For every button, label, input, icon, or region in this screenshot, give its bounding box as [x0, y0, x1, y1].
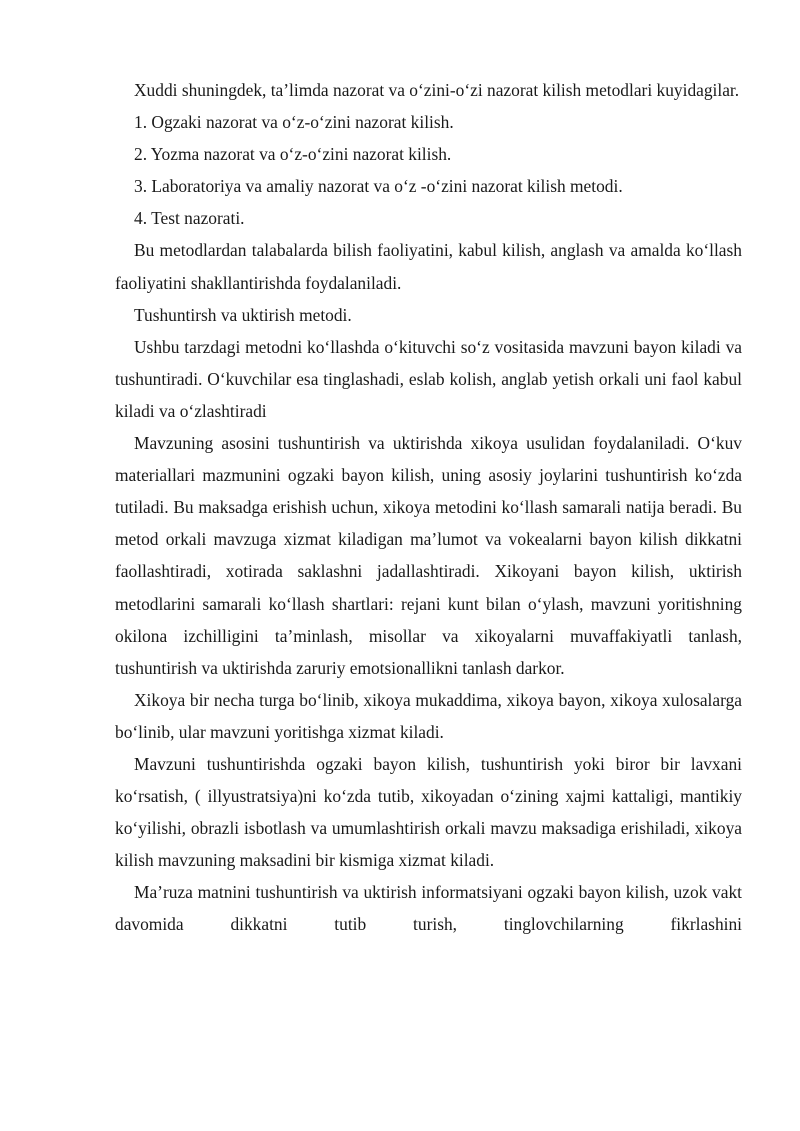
document-page	[115, 74, 742, 941]
list-item-laboratory-control: 3. Laboratoriya va amaliy nazorat va oʻz -oʻzini nazorat kilish metodi.	[134, 176, 623, 197]
section-heading-explanation-method: Tushuntirsh va uktirish metodi.	[134, 304, 352, 325]
paragraph-topic-explanation: Mavzuni tushuntirishda ogzaki bayon kilish, tushuntirish yoki biror bir lavxani koʻrsatish, ( illyustratsiya)ni koʻzda tutib, xikoyadan oʻzining xajmi kattaligi, mantikiy koʻyilishi, obrazli isbotlash va umumlashtirish orkali mavzu maksadiga erishiladi, xikoya kilish mavzuning maksadini bir kismiga xizmat kiladi.	[115, 753, 742, 871]
list-item-test-control: 4. Test nazorati.	[134, 208, 245, 229]
paragraph-story-method: Mavzuning asosini tushuntirish va uktirishda xikoya usulidan foydalaniladi. Oʻkuv materiallari mazmunini ogzaki bayon kilish, uning asosiy joylarini tushuntirish koʻzda tutiladi. Bu maksadga erishish uchun, xikoya metodini koʻllash samarali natija beradi. Bu metod orkali mavzuga xizmat kiladigan ma’lumot va vokealarni bayon kilish dikkatni faollashtiradi, xotirada saklashni jadallashtiradi. Xikoyani bayon kilish, uktirish metodlarini samarali koʻllash shartlari: rejani kunt bilan oʻylash, mavzuni yoritishning okilona izchilligini ta’minlash, misollar va xikoyalarni muvaffakiyatli tanlash, tushuntirish va uktirishda zaruriy emotsionallikni tanlash darkor.	[115, 433, 742, 678]
list-item-oral-control: 1. Ogzaki nazorat va oʻz-oʻzini nazorat kilish.	[134, 112, 454, 133]
paragraph-methods-usage: Bu metodlardan talabalarda bilish faoliyatini, kabul kilish, anglash va amalda koʻllash faoliyatini shakllantirishda foydalaniladi.	[115, 240, 742, 293]
list-item-written-control: 2. Yozma nazorat va oʻz-oʻzini nazorat kilish.	[134, 144, 452, 165]
paragraph-teacher-method: Ushbu tarzdagi metodni koʻllashda oʻkituvchi soʻz vositasida mavzuni bayon kiladi va tushuntiradi. Oʻkuvchilar esa tinglashadi, eslab kolish, anglab yetish orkali uni faol kabul kiladi va oʻzlashtiradi	[115, 336, 742, 421]
paragraph-story-types: Xikoya bir necha turga boʻlinib, xikoya mukaddima, xikoya bayon, xikoya xulosalarga boʻlinib, ular mavzuni yoritishga xizmat kiladi.	[115, 689, 742, 742]
paragraph-intro: Xuddi shuningdek, ta’limda nazorat va oʻzini-oʻzi nazorat kilish metodlari kuyidagilar.	[134, 80, 740, 100]
paragraph-lecture-text: Ma’ruza matnini tushuntirish va uktirish informatsiyani ogzaki bayon kilish, uzok vakt davomida dikkatni tutib turish, tinglovchilarning fikrlashini	[115, 882, 742, 935]
